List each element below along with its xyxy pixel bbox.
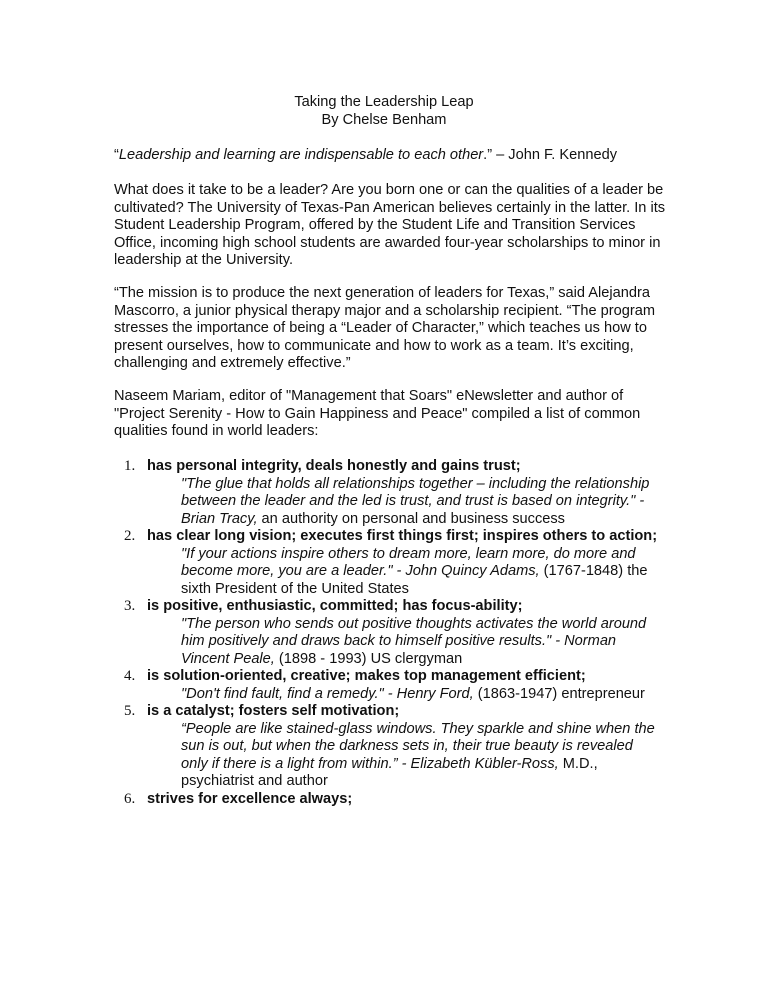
list-item-heading: has personal integrity, deals honestly and gains trust; [147,458,521,474]
epigraph [114,147,617,165]
list-item-quote-block [147,721,674,791]
list-item-quote: "The person who sends out positive thoughts activates the world around him positively and draws back to himself positive results." - Norman Vincent Peale, [181,615,647,667]
paragraph-list-intro: Naseem Mariam, editor of "Management that Soars" eNewsletter and author of "Project Serenity - How to Gain Happiness and Peace" compiled a list of common qualities found in world leaders: [114,388,641,439]
paragraph-mission-quote: “The mission is to produce the next generation of leaders for Texas,” said Alejandra Mascorro, a junior physical therapy major and a scholarship recipient. “The program stresses the importance of being a “Leader of Character,” which teaches us how to present ourselves, how to communicate and how to work as a team. It’s exciting, challenging and extremely effective.” [114,285,656,371]
list-item-heading: is a catalyst; fosters self motivation; [147,703,400,719]
list-item-quote-block [147,476,674,529]
list-item-heading: has clear long vision; executes first things first; inspires others to action; [147,528,658,544]
list-item-quote: "If your actions inspire others to dream more, learn more, do more and become more, you are a leader." - John Quincy Adams, [181,545,636,579]
list-item-number: 2. [124,528,136,544]
list-item-number: 4. [124,668,136,684]
list-item-heading: strives for excellence always; [147,790,353,807]
list-item-quote-block [147,616,674,669]
list-item-attribution: an authority on personal and business success [257,510,565,527]
list-item [114,668,674,703]
list-item-number: 1. [124,458,136,474]
list-item [114,791,674,809]
list-item-heading: is solution-oriented, creative; makes top management efficient; [147,668,586,684]
list-item-attribution: (1863-1947) entrepreneur [473,685,645,702]
list-item-quote-block [147,686,674,704]
list-item [114,458,674,528]
list-item-number: 3. [124,598,136,614]
epigraph-text: Leadership and learning are indispensable to each other [118,147,484,163]
document-byline: By Chelse Benham [321,112,447,128]
list-item-attribution: M.D., psychiatrist and author [181,755,598,789]
paragraph-intro: What does it take to be a leader? Are you born one or can the qualities of a leader be cultivated? The University of Texas-Pan American believes certainly in the latter. In its Student Leadership Program, offered by the Student Life and Transition Services Office, incoming high school students are awarded four-year scholarships to minor in leadership at the University. [114,182,666,268]
epigraph-attribution: .” – John F. Kennedy [483,147,618,163]
list-item-quote-block [147,546,674,599]
list-item-heading: is positive, enthusiastic, committed; has focus-ability; [147,598,523,614]
list-item-quote: "The glue that holds all relationships together – including the relationship between the leader and the led is trust, and trust is based on integrity." - Brian Tracy, [181,475,650,527]
list-item [114,598,674,668]
list-item-quote: "Don't find fault, find a remedy." - Henry Ford, [181,685,474,702]
list-item-number: 5. [124,703,136,719]
list-item-number: 6. [124,790,136,807]
list-item-attribution: (1767-1848) the sixth President of the United States [181,563,648,597]
list-item-quote: “People are like stained-glass windows. They sparkle and shine when the sun is out, but when the darkness sets in, their true beauty is revealed only if there is a light from within.” - Elizabeth Kübler-Ross, [181,720,655,772]
list-item [114,528,674,598]
list-item [114,703,674,791]
qualities-list [114,458,674,808]
document-title: Taking the Leadership Leap [294,94,474,110]
epigraph-open-mark: “ [114,147,119,163]
list-item-attribution: (1898 - 1993) US clergyman [274,650,463,667]
